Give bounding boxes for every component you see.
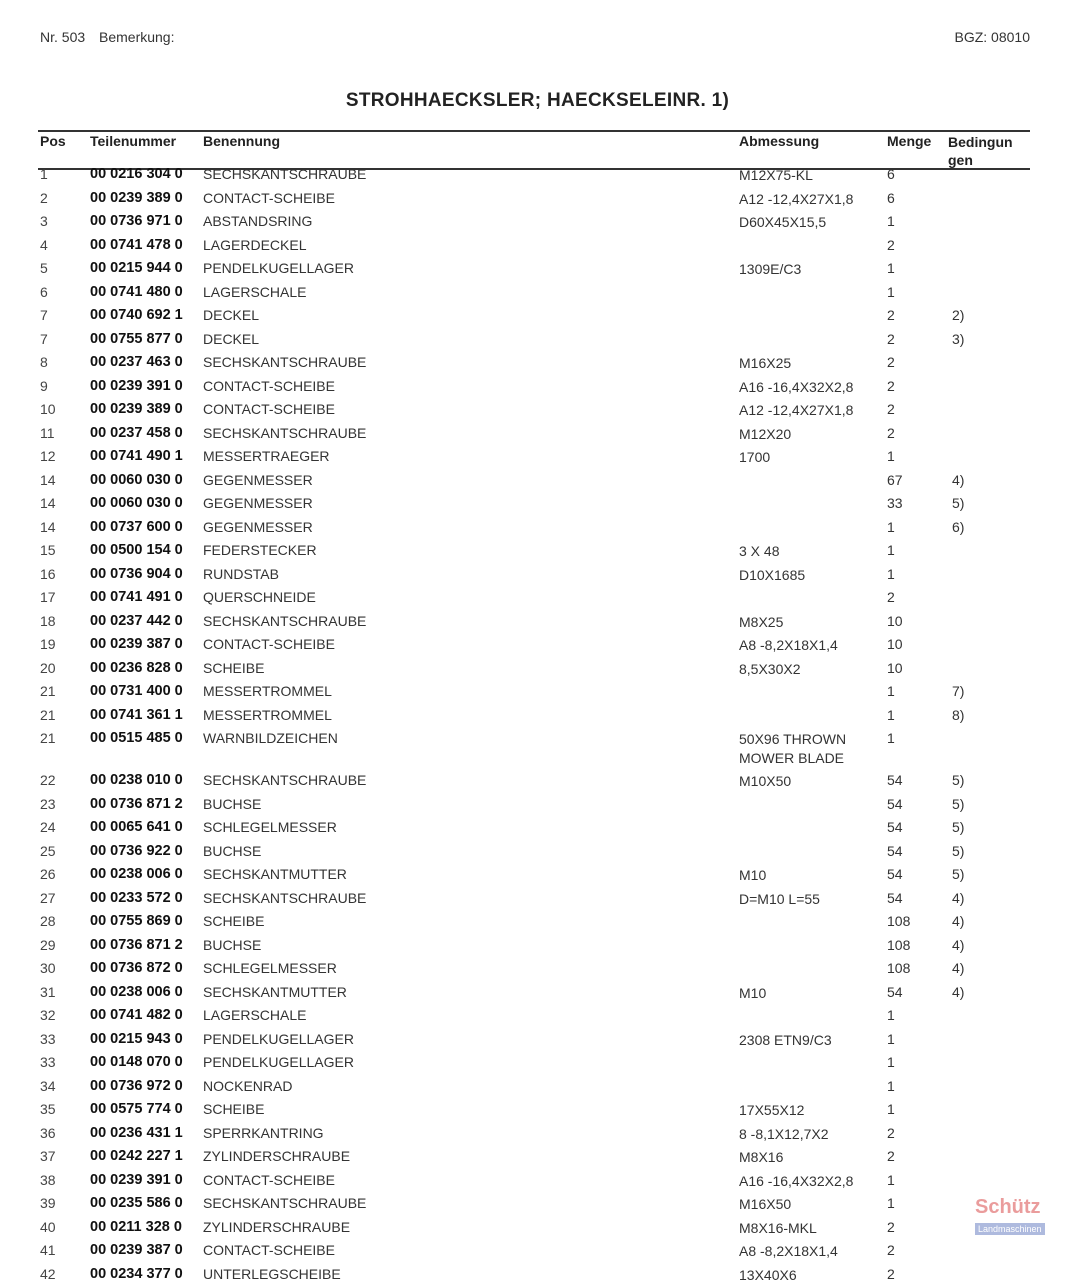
cell-description: FEDERSTECKER (203, 542, 317, 558)
table-row (0, 424, 1075, 448)
cell-part-number: 00 0515 485 0 (90, 730, 183, 746)
table-row (0, 1006, 1075, 1030)
table-row (0, 565, 1075, 589)
cell-quantity: 1 (887, 683, 895, 699)
cell-part-number: 00 0237 463 0 (90, 354, 183, 370)
cell-description: SECHSKANTMUTTER (203, 983, 347, 1000)
table-row (0, 447, 1075, 471)
cell-pos: 14 (40, 495, 56, 511)
cell-quantity: 67 (887, 471, 903, 488)
cell-quantity: 2 (887, 354, 895, 370)
cell-quantity: 1 (887, 1030, 895, 1047)
cell-dimension: M12X75-KL (739, 167, 813, 183)
table-row (0, 1030, 1075, 1054)
table-row (0, 1171, 1075, 1195)
cell-description: LAGERDECKEL (203, 236, 307, 253)
cell-part-number: 00 0755 877 0 (90, 330, 183, 347)
cell-quantity: 54 (887, 772, 903, 788)
cell-dimension: A16 -16,4X32X2,8 (739, 1172, 854, 1189)
table-row (0, 1147, 1075, 1171)
cell-description: CONTACT-SCHEIBE (203, 1242, 335, 1258)
cell-quantity: 1 (887, 565, 895, 582)
table-row (0, 471, 1075, 495)
cell-pos: 32 (40, 1007, 56, 1023)
cell-description: GEGENMESSER (203, 495, 313, 511)
table-row (0, 842, 1075, 866)
table-row (0, 936, 1075, 960)
cell-part-number: 00 0741 490 1 (90, 448, 183, 464)
cell-quantity: 1 (887, 1171, 895, 1188)
cell-condition: 7) (952, 683, 965, 699)
cell-description: GEGENMESSER (203, 471, 313, 488)
cell-quantity: 2 (887, 307, 895, 323)
cell-pos: 42 (40, 1265, 56, 1280)
table-row (0, 518, 1075, 542)
cell-description: SECHSKANTSCHRAUBE (203, 354, 367, 370)
cell-part-number: 00 0239 387 0 (90, 1242, 183, 1258)
cell-part-number: 00 0239 387 0 (90, 636, 183, 652)
cell-quantity: 108 (887, 936, 911, 953)
cell-part-number: 00 0065 641 0 (90, 819, 183, 835)
cell-pos: 23 (40, 795, 56, 812)
table-header (38, 130, 1030, 170)
cell-pos: 11 (40, 424, 55, 441)
table-row (0, 283, 1075, 307)
cell-pos: 12 (40, 448, 56, 464)
cell-quantity: 2 (887, 377, 895, 394)
cell-description: GEGENMESSER (203, 518, 313, 535)
cell-quantity: 1 (887, 260, 895, 276)
table-row (0, 959, 1075, 983)
cell-description: SCHEIBE (203, 913, 265, 929)
cell-condition: 4) (952, 960, 965, 976)
cell-dimension: 17X55X12 (739, 1102, 805, 1118)
cell-quantity: 2 (887, 1265, 895, 1280)
cell-condition: 4) (952, 889, 965, 906)
cell-pos: 7 (40, 307, 48, 323)
cell-dimension: M10 (739, 984, 767, 1001)
cell-pos: 17 (40, 589, 56, 605)
cell-description: BUCHSE (203, 795, 262, 812)
col-part-number: Teilenummer (90, 133, 177, 149)
cell-condition: 8) (952, 706, 965, 723)
cell-pos: 33 (40, 1030, 56, 1047)
cell-part-number: 00 0060 030 0 (90, 471, 183, 488)
cell-condition: 6) (952, 518, 965, 535)
table-row (0, 795, 1075, 819)
cell-description: SECHSKANTMUTTER (203, 866, 347, 882)
cell-pos: 27 (40, 889, 56, 906)
table-row (0, 1124, 1075, 1148)
cell-pos: 22 (40, 772, 56, 788)
cell-part-number: 00 0239 389 0 (90, 401, 183, 417)
cell-description: PENDELKUGELLAGER (203, 1030, 354, 1047)
cell-part-number: 00 0239 391 0 (90, 377, 183, 394)
cell-part-number: 00 0755 869 0 (90, 913, 183, 929)
cell-pos: 40 (40, 1218, 56, 1235)
cell-description: CONTACT-SCHEIBE (203, 636, 335, 652)
table-row (0, 494, 1075, 518)
cell-part-number: 00 0737 600 0 (90, 518, 183, 535)
cell-description: SCHEIBE (203, 659, 265, 676)
cell-dimension: M16X25 (739, 355, 792, 371)
cell-part-number: 00 0236 431 1 (90, 1124, 183, 1141)
cell-dimension: M8X16-MKL (739, 1219, 817, 1236)
cell-condition: 5) (952, 842, 965, 859)
cell-quantity: 2 (887, 330, 895, 347)
cell-pos: 24 (40, 819, 56, 835)
cell-description: MESSERTRAEGER (203, 448, 330, 464)
cell-quantity: 1 (887, 1007, 895, 1023)
cell-quantity: 108 (887, 960, 911, 976)
cell-quantity: 2 (887, 589, 895, 605)
table-row (0, 212, 1075, 236)
cell-pos: 34 (40, 1077, 56, 1094)
table-row (0, 729, 1075, 771)
cell-pos: 16 (40, 565, 56, 582)
cell-pos: 30 (40, 960, 56, 976)
cell-part-number: 00 0233 572 0 (90, 889, 183, 906)
cell-part-number: 00 0500 154 0 (90, 542, 183, 558)
cell-quantity: 1 (887, 283, 895, 300)
cell-pos: 21 (40, 730, 56, 746)
cell-pos: 5 (40, 260, 48, 276)
cell-description: LAGERSCHALE (203, 283, 307, 300)
cell-dimension: M8X16 (739, 1149, 784, 1165)
cell-pos: 28 (40, 913, 56, 929)
cell-pos: 39 (40, 1195, 56, 1211)
table-row (0, 706, 1075, 730)
cell-condition: 5) (952, 795, 965, 812)
cell-part-number: 00 0216 304 0 (90, 166, 183, 182)
cell-part-number: 00 0239 389 0 (90, 189, 183, 206)
cell-dimension: 50X96 THROWN MOWER BLADE (739, 731, 847, 766)
table-row (0, 330, 1075, 354)
cell-quantity: 108 (887, 913, 911, 929)
cell-description: SCHLEGELMESSER (203, 819, 337, 835)
cell-pos: 35 (40, 1101, 56, 1117)
table-row (0, 259, 1075, 283)
cell-dimension: M16X50 (739, 1196, 792, 1212)
cell-part-number: 00 0736 871 2 (90, 936, 183, 953)
cell-pos: 25 (40, 842, 56, 859)
cell-dimension: 13X40X6 (739, 1266, 797, 1280)
cell-dimension: M10 (739, 867, 767, 883)
parts-table (0, 165, 1075, 1280)
table-row (0, 541, 1075, 565)
cell-description: ZYLINDERSCHRAUBE (203, 1148, 351, 1164)
table-row (0, 189, 1075, 213)
cell-description: MESSERTROMMEL (203, 706, 332, 723)
table-row (0, 306, 1075, 330)
cell-quantity: 1 (887, 1101, 895, 1117)
watermark-subtitle: Landmaschinen (975, 1223, 1045, 1235)
cell-part-number: 00 0741 478 0 (90, 236, 183, 253)
cell-dimension: D60X45X15,5 (739, 214, 827, 230)
cell-quantity: 2 (887, 1148, 895, 1164)
cell-part-number: 00 0238 006 0 (90, 983, 183, 1000)
table-row (0, 635, 1075, 659)
cell-quantity: 10 (887, 612, 903, 629)
cell-part-number: 00 0741 482 0 (90, 1007, 183, 1023)
cell-dimension: 8,5X30X2 (739, 660, 801, 677)
cell-pos: 6 (40, 283, 48, 300)
cell-part-number: 00 0242 227 1 (90, 1148, 183, 1164)
cell-dimension: 8 -8,1X12,7X2 (739, 1125, 829, 1142)
cell-description: BUCHSE (203, 936, 262, 953)
cell-quantity: 6 (887, 166, 895, 182)
page-title: STROHHAECKSLER; HAECKSELEINR. 1) (345, 90, 730, 111)
cell-quantity: 6 (887, 189, 895, 206)
table-row (0, 1077, 1075, 1101)
table-row (0, 889, 1075, 913)
cell-pos: 20 (40, 659, 56, 676)
cell-pos: 38 (40, 1171, 56, 1188)
cell-part-number: 00 0736 871 2 (90, 795, 183, 812)
watermark-brand: Schütz (975, 1196, 1041, 1218)
cell-dimension: 1700 (739, 449, 771, 465)
cell-dimension: 3 X 48 (739, 543, 780, 559)
cell-description: PENDELKUGELLAGER (203, 260, 354, 276)
table-row (0, 865, 1075, 889)
cell-part-number: 00 0238 010 0 (90, 772, 183, 788)
cell-description: BUCHSE (203, 842, 262, 859)
cell-quantity: 54 (887, 842, 903, 859)
cell-part-number: 00 0736 972 0 (90, 1077, 183, 1094)
cell-pos: 15 (40, 542, 56, 558)
cell-pos: 41 (40, 1242, 56, 1258)
cell-pos: 21 (40, 706, 56, 723)
cell-part-number: 00 0237 458 0 (90, 424, 183, 441)
cell-description: CONTACT-SCHEIBE (203, 189, 335, 206)
cell-description: MESSERTROMMEL (203, 683, 332, 699)
cell-description: ABSTANDSRING (203, 213, 313, 229)
cell-part-number: 00 0736 904 0 (90, 565, 183, 582)
cell-part-number: 00 0215 943 0 (90, 1030, 183, 1047)
cell-dimension: 2308 ETN9/C3 (739, 1031, 832, 1048)
cell-part-number: 00 0234 377 0 (90, 1265, 183, 1280)
table-row (0, 1241, 1075, 1265)
cell-quantity: 2 (887, 1218, 895, 1235)
col-quantity: Menge (887, 133, 932, 149)
cell-quantity: 1 (887, 448, 895, 464)
table-row (0, 588, 1075, 612)
cell-description: SPERRKANTRING (203, 1124, 324, 1141)
cell-description: CONTACT-SCHEIBE (203, 377, 335, 394)
cell-dimension: A12 -12,4X27X1,8 (739, 190, 854, 207)
table-row (0, 1053, 1075, 1077)
cell-quantity: 10 (887, 636, 903, 652)
cell-description: SECHSKANTSCHRAUBE (203, 612, 367, 629)
cell-part-number: 00 0575 774 0 (90, 1101, 183, 1117)
cell-pos: 3 (40, 213, 48, 229)
table-row (0, 818, 1075, 842)
cell-quantity: 54 (887, 983, 903, 1000)
cell-quantity: 1 (887, 706, 895, 723)
cell-pos: 21 (40, 683, 56, 699)
cell-part-number: 00 0741 491 0 (90, 589, 183, 605)
cell-part-number: 00 0060 030 0 (90, 495, 183, 511)
cell-part-number: 00 0239 391 0 (90, 1171, 183, 1188)
cell-description: CONTACT-SCHEIBE (203, 401, 335, 417)
cell-part-number: 00 0237 442 0 (90, 612, 183, 629)
cell-dimension: M12X20 (739, 425, 792, 442)
cell-part-number: 00 0736 922 0 (90, 842, 183, 859)
remark-label: Bemerkung: (99, 29, 175, 45)
cell-description: CONTACT-SCHEIBE (203, 1171, 335, 1188)
cell-description: SCHEIBE (203, 1101, 265, 1117)
cell-part-number: 00 0211 328 0 (90, 1218, 182, 1235)
cell-quantity: 1 (887, 1054, 895, 1070)
cell-description: SCHLEGELMESSER (203, 960, 337, 976)
cell-description: LAGERSCHALE (203, 1007, 307, 1023)
cell-description: SECHSKANTSCHRAUBE (203, 166, 367, 182)
table-row (0, 771, 1075, 795)
bgz-code: BGZ: 08010 (954, 29, 1030, 45)
cell-pos: 19 (40, 636, 56, 652)
cell-quantity: 54 (887, 866, 903, 882)
cell-quantity: 1 (887, 542, 895, 558)
cell-quantity: 1 (887, 1195, 895, 1211)
table-row (0, 612, 1075, 636)
cell-quantity: 33 (887, 495, 903, 511)
cell-description: WARNBILDZEICHEN (203, 730, 338, 746)
cell-description: PENDELKUGELLAGER (203, 1054, 354, 1070)
cell-part-number: 00 0236 828 0 (90, 659, 183, 676)
cell-part-number: 00 0215 944 0 (90, 260, 183, 276)
cell-pos: 2 (40, 189, 48, 206)
cell-quantity: 2 (887, 401, 895, 417)
cell-quantity: 54 (887, 795, 903, 812)
cell-dimension: M10X50 (739, 773, 792, 789)
cell-part-number: 00 0235 586 0 (90, 1195, 183, 1211)
cell-quantity: 1 (887, 518, 895, 535)
cell-description: ZYLINDERSCHRAUBE (203, 1218, 351, 1235)
cell-description: NOCKENRAD (203, 1077, 293, 1094)
cell-quantity: 2 (887, 424, 895, 441)
cell-pos: 37 (40, 1148, 56, 1164)
cell-description: SECHSKANTSCHRAUBE (203, 772, 367, 788)
cell-part-number: 00 0736 971 0 (90, 213, 183, 229)
cell-description: SECHSKANTSCHRAUBE (203, 424, 367, 441)
cell-condition: 4) (952, 983, 965, 1000)
table-row (0, 1100, 1075, 1124)
cell-description: DECKEL (203, 330, 260, 347)
watermark-logo (975, 1196, 1070, 1246)
table-row (0, 682, 1075, 706)
cell-description: SECHSKANTSCHRAUBE (203, 889, 367, 906)
cell-dimension: A8 -8,2X18X1,4 (739, 1243, 838, 1259)
cell-quantity: 54 (887, 889, 903, 906)
table-row (0, 353, 1075, 377)
cell-quantity: 54 (887, 819, 903, 835)
document-number: Nr. 503 (40, 29, 86, 45)
cell-condition: 5) (952, 772, 965, 788)
cell-description: UNTERLEGSCHEIBE (203, 1265, 341, 1280)
table-row (0, 377, 1075, 401)
cell-pos: 36 (40, 1124, 56, 1141)
table-row (0, 165, 1075, 189)
table-row (0, 1265, 1075, 1280)
cell-description: DECKEL (203, 307, 260, 323)
cell-quantity: 1 (887, 213, 895, 229)
cell-part-number: 00 0238 006 0 (90, 866, 183, 882)
cell-part-number: 00 0731 400 0 (90, 683, 183, 699)
cell-condition: 4) (952, 471, 965, 488)
cell-description: QUERSCHNEIDE (203, 589, 316, 605)
table-row (0, 983, 1075, 1007)
cell-dimension: A12 -12,4X27X1,8 (739, 402, 854, 418)
cell-pos: 7 (40, 330, 48, 347)
cell-pos: 31 (40, 983, 56, 1000)
cell-part-number: 00 0736 872 0 (90, 960, 183, 976)
cell-dimension: M8X25 (739, 613, 784, 630)
cell-quantity: 1 (887, 1077, 895, 1094)
cell-part-number: 00 0741 361 1 (90, 706, 183, 723)
cell-pos: 29 (40, 936, 56, 953)
cell-condition: 5) (952, 819, 965, 835)
cell-condition: 4) (952, 913, 965, 929)
table-row (0, 659, 1075, 683)
cell-part-number: 00 0741 480 0 (90, 283, 183, 300)
cell-dimension: D10X1685 (739, 566, 806, 583)
cell-dimension: D=M10 L=55 (739, 890, 820, 907)
table-row (0, 1194, 1075, 1218)
cell-pos: 9 (40, 377, 48, 394)
table-row (0, 400, 1075, 424)
table-row (0, 1218, 1075, 1242)
cell-condition: 2) (952, 307, 965, 323)
cell-pos: 4 (40, 236, 48, 253)
cell-dimension: 1309E/C3 (739, 261, 802, 277)
col-dimension: Abmessung (739, 133, 820, 149)
cell-pos: 14 (40, 471, 56, 488)
cell-pos: 18 (40, 612, 56, 629)
cell-condition: 5) (952, 495, 965, 511)
cell-condition: 5) (952, 866, 965, 882)
cell-pos: 1 (40, 166, 48, 182)
cell-description: RUNDSTAB (203, 565, 279, 582)
col-description: Benennung (203, 133, 280, 149)
cell-pos: 10 (40, 401, 56, 417)
cell-quantity: 1 (887, 730, 895, 746)
cell-description: SECHSKANTSCHRAUBE (203, 1195, 367, 1211)
cell-quantity: 2 (887, 1242, 895, 1258)
cell-pos: 14 (40, 518, 56, 535)
cell-quantity: 2 (887, 1124, 895, 1141)
cell-pos: 8 (40, 354, 48, 370)
table-row (0, 912, 1075, 936)
cell-part-number: 00 0740 692 1 (90, 307, 183, 323)
col-pos: Pos (40, 133, 66, 149)
col-conditions: Bedingun gen (948, 134, 1013, 168)
cell-condition: 4) (952, 936, 965, 953)
cell-condition: 3) (952, 330, 965, 347)
cell-pos: 33 (40, 1054, 56, 1070)
cell-quantity: 10 (887, 659, 903, 676)
cell-quantity: 2 (887, 236, 895, 253)
cell-dimension: A8 -8,2X18X1,4 (739, 637, 838, 653)
cell-dimension: A16 -16,4X32X2,8 (739, 378, 854, 395)
cell-pos: 26 (40, 866, 56, 882)
cell-part-number: 00 0148 070 0 (90, 1054, 183, 1070)
table-row (0, 236, 1075, 260)
